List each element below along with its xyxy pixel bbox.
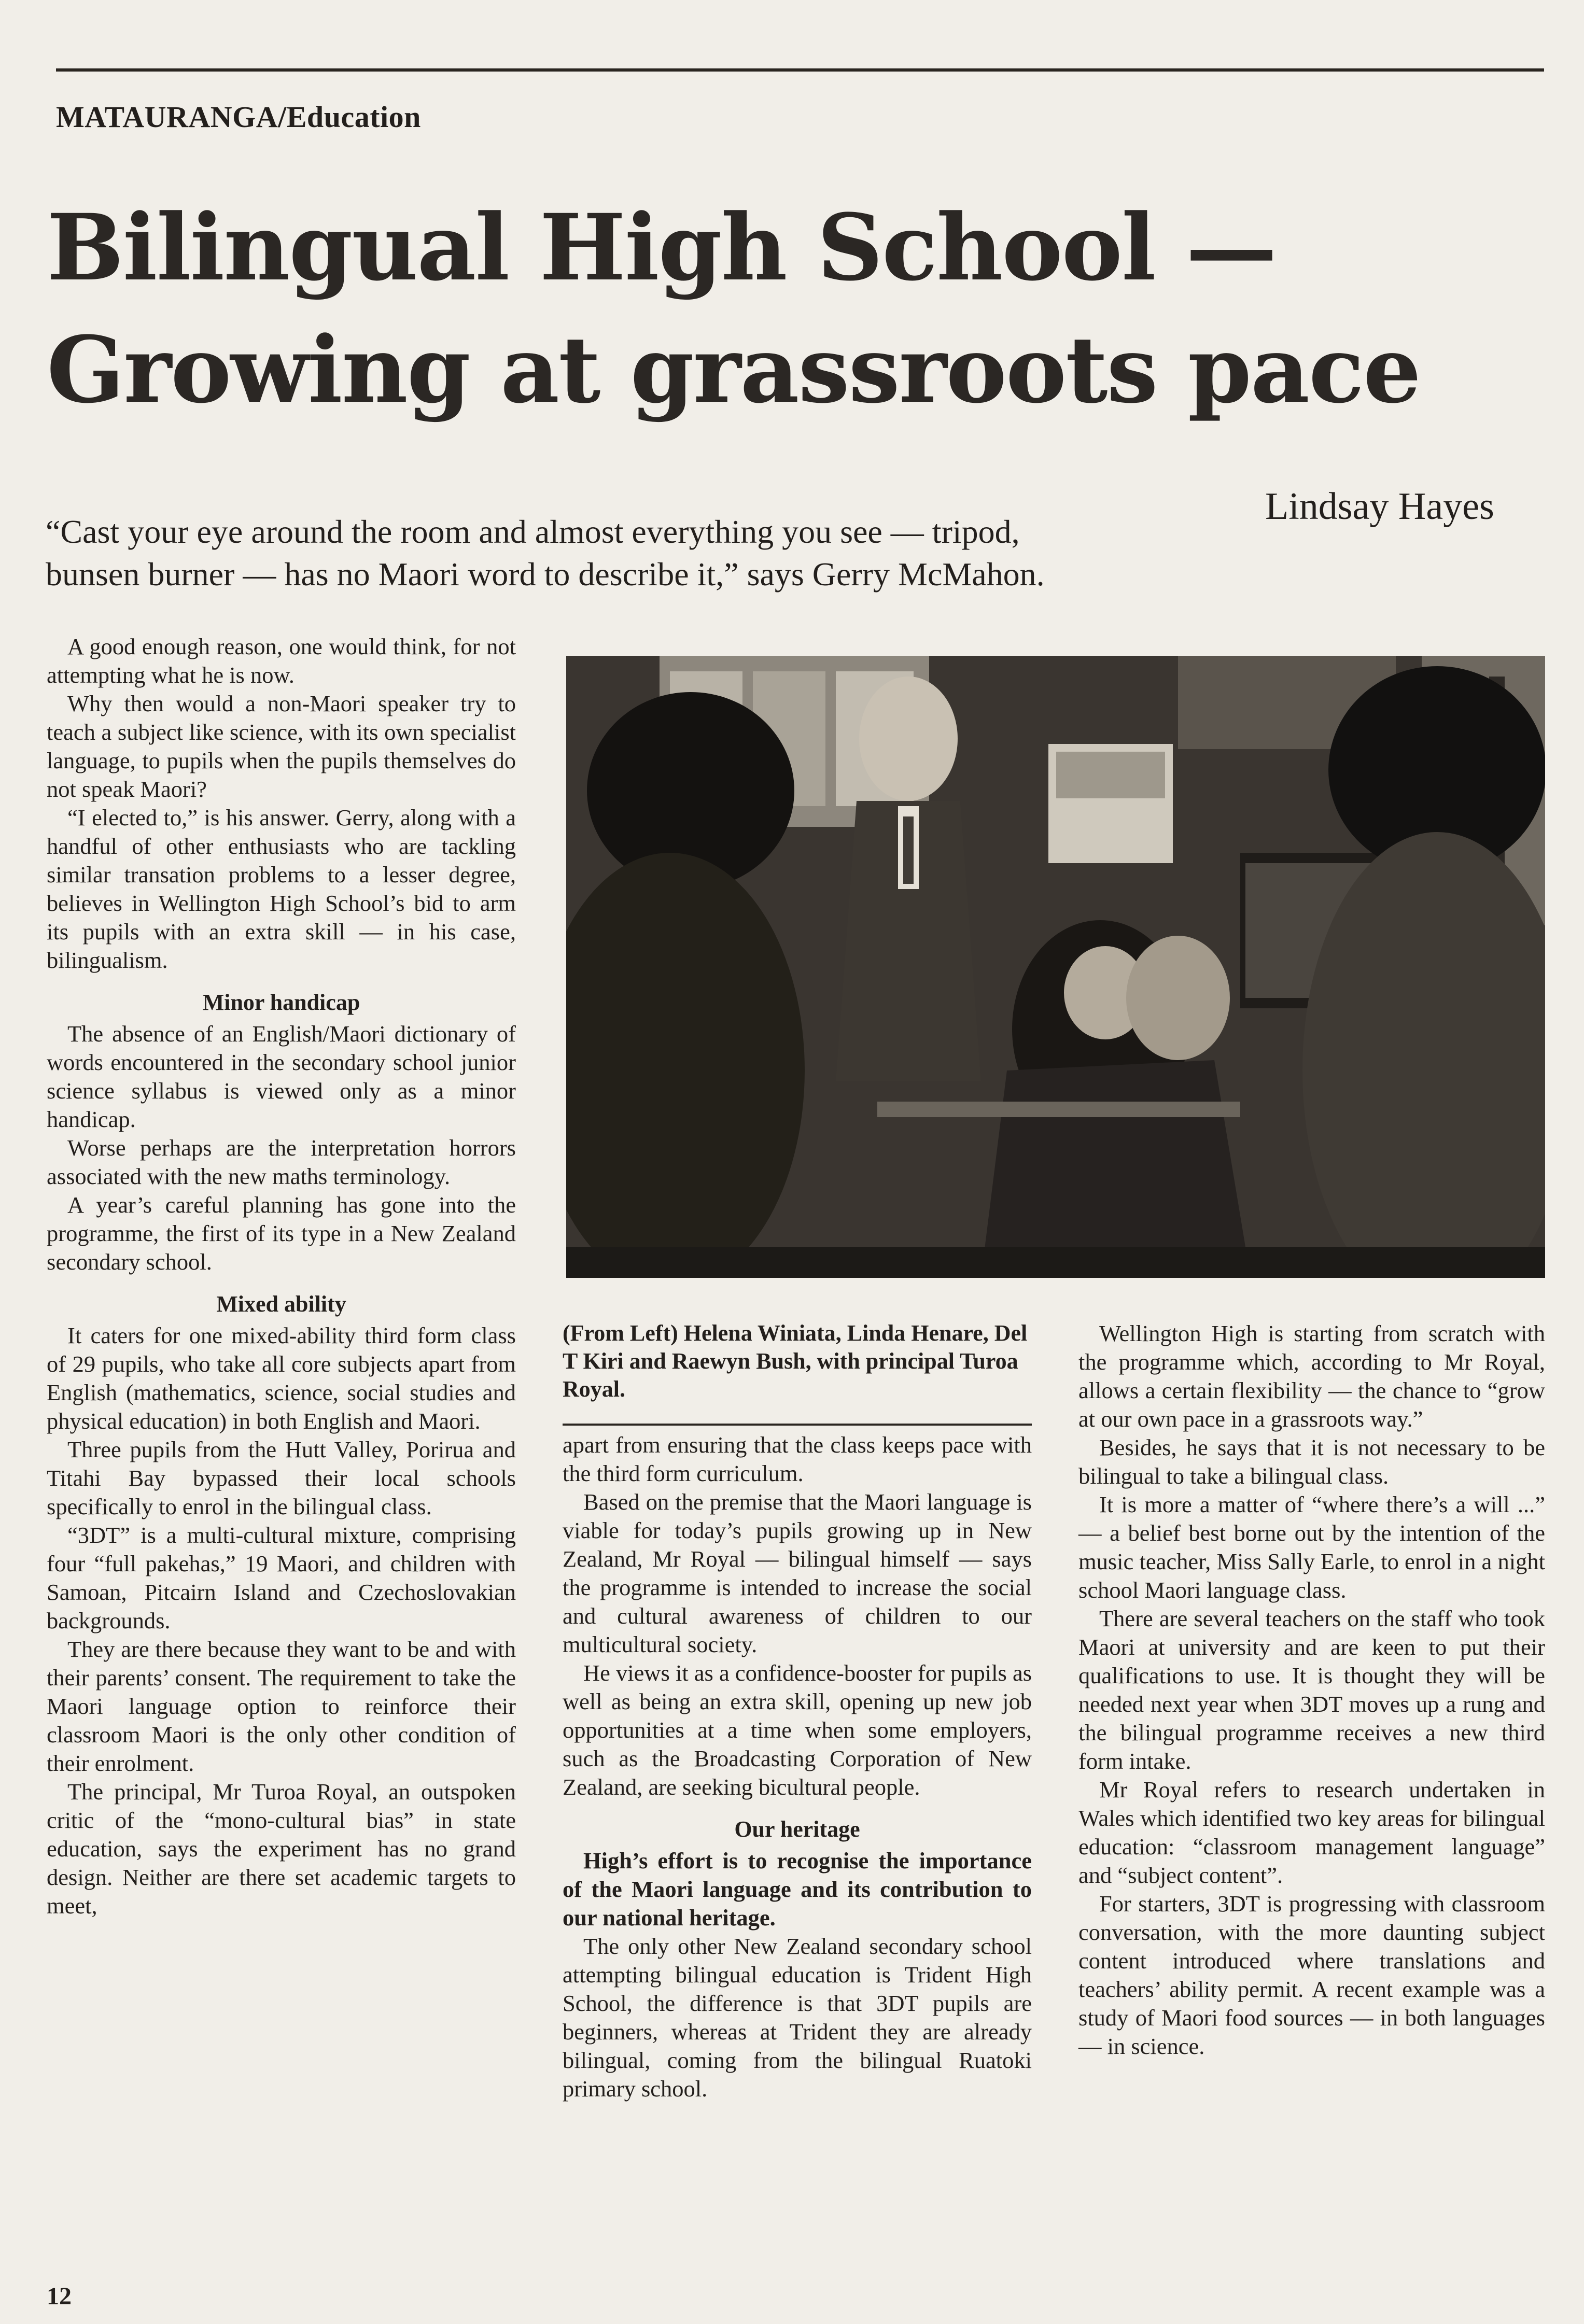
paragraph: For starters, 3DT is progressing with classroom conversation, with the more daunting subject content introduced where translations and teachers’ ability permit. A recent example was a study of Maori food sources — in both languages — in science. <box>1078 1891 1545 2059</box>
section-label: MATAURANGA/Education <box>56 100 421 134</box>
paragraph: The principal, Mr Turoa Royal, an outspoken critic of the “mono-cultural bias” in state education, says the experiment has no grand design. Neither are there set academic targets to meet, <box>47 1779 516 1919</box>
caption-rule <box>563 1424 1032 1426</box>
paragraph: They are there because they want to be and with their parents’ consent. The requirement to take the Maori language option to reinforce their classroom Maori is the only other condition of their enrolment. <box>47 1636 516 1776</box>
paragraph: It is more a matter of “where there’s a will ...” — a belief best borne out by the intention of the music teacher, Miss Sally Earle, to enrol in a night school Maori language class. <box>1078 1491 1545 1603</box>
paragraph: “I elected to,” is his answer. Gerry, along with a handful of other enthusiasts who are tackling similar transation problems to a lesser degree, believes in Wellington High School’s bid to arm its pupils with an extra skill — in his case, bilingualism. <box>47 805 516 973</box>
paragraph: Mr Royal refers to research undertaken in Wales which identified two key areas for bilingual education: “classroom management language” and “subject content”. <box>1078 1777 1545 1888</box>
byline: Lindsay Hayes <box>1265 485 1494 528</box>
paragraph-emphasis: High’s effort is to recognise the importance of the Maori language and its contribution to our national heritage. <box>563 1848 1032 1931</box>
paragraph: He views it as a confidence-booster for pupils as well as being an extra skill, opening up new job opportunities at a time when some employers, such as the Broadcasting Corporation of New Zealand, are seeking bicultural people. <box>563 1660 1032 1800</box>
paragraph: A year’s careful planning has gone into the programme, the first of its type in a New Zealand secondary school. <box>47 1192 516 1275</box>
paragraph: Besides, he says that it is not necessary to be bilingual to take a bilingual class. <box>1078 1434 1545 1489</box>
paragraph: A good enough reason, one would think, for not attempting what he is now. <box>47 633 516 688</box>
paragraph: Three pupils from the Hutt Valley, Porirua and Titahi Bay bypassed their local schools specifically to enrol in the bilingual class. <box>47 1436 516 1519</box>
article-column-2 <box>563 1431 1032 2103</box>
paragraph: “3DT” is a multi-cultural mixture, comprising four “full pakehas,” 19 Maori, and children with Samoan, Pitcairn Island and Czechoslovakian backgrounds. <box>47 1522 516 1633</box>
classroom-photo <box>566 656 1545 1278</box>
subheading-our-heritage: Our heritage <box>734 1816 860 1842</box>
photo-caption: (From Left) Helena Winiata, Linda Henare, Del T Kiri and Raewyn Bush, with principal Turoa Royal. <box>563 1320 1028 1402</box>
article-column-3 <box>1078 1319 1545 2061</box>
subheading-minor-handicap: Minor handicap <box>202 990 360 1015</box>
paragraph: Worse perhaps are the interpretation horrors associated with the new maths terminology. <box>47 1135 516 1189</box>
photo-illustration <box>566 656 1545 1278</box>
article-column-1 <box>47 632 516 1920</box>
paragraph: The absence of an English/Maori dictionary of words encountered in the secondary school junior science syllabus is viewed only as a minor handicap. <box>47 1021 516 1132</box>
paragraph: The only other New Zealand secondary school attempting bilingual education is Trident High School, the difference is that 3DT pupils are beginners, whereas at Trident they are already bilingual, coming from the bilingual Ruatoki primary school. <box>563 1933 1032 2102</box>
article-title <box>47 187 1447 431</box>
paragraph: There are several teachers on the staff who took Maori at university and are keen to put their qualifications to use. It is thought they will be needed next year when 3DT moves up a rung and the bilingual programme receives a new third form intake. <box>1078 1605 1545 1774</box>
paragraph: It caters for one mixed-ability third form class of 29 pupils, who take all core subjects apart from English (mathematics, science, social studies and physical education) in both English and Maori. <box>47 1322 516 1434</box>
page-number: 12 <box>47 2283 72 2310</box>
paragraph: Based on the premise that the Maori language is viable for today’s pupils growing up in New Zealand, Mr Royal — bilingual himself — says the programme is intended to increase the social and cultural awareness of children to our multicultural society. <box>563 1489 1032 1657</box>
paragraph: Wellington High is starting from scratch with the programme which, according to Mr Royal, allows a certain flexibility — the chance to “grow at our own pace in a grassroots way.” <box>1078 1320 1545 1432</box>
title-line-2: Growing at grassroots pace <box>47 316 1421 424</box>
title-line-1: Bilingual High School — <box>47 194 1277 301</box>
paragraph: Why then would a non-Maori speaker try to teach a subject like science, with its own specialist language, to pupils when the pupils themselves do not speak Maori? <box>47 691 516 802</box>
subheading-mixed-ability: Mixed ability <box>216 1291 346 1317</box>
top-rule <box>56 68 1544 72</box>
paragraph: apart from ensuring that the class keeps pace with the third form curriculum. <box>563 1432 1032 1486</box>
standfirst-quote: “Cast your eye around the room and almost everything you see — tripod, bunsen burner — has no Maori word to describe it,” says Gerry McMahon. <box>46 513 1045 593</box>
